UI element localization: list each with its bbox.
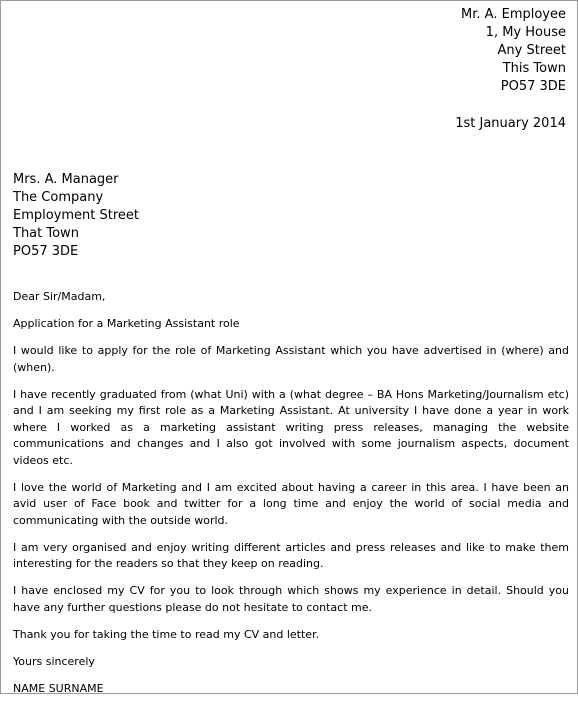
signature: NAME SURNAME [13,681,104,695]
sender-address [461,6,566,96]
recipient-address [13,171,139,261]
recipient-postcode: PO57 3DE [13,244,79,259]
sender-town: This Town [502,61,566,76]
sender-postcode: PO57 3DE [500,79,566,94]
body-paragraph: I would like to apply for the role of Marketing Assistant which you have advertised in (where) and (when). [13,344,569,374]
body-paragraph: I am very organised and enjoy writing different articles and press releases and like to make them interesting for the readers so that they keep on reading. [13,540,569,570]
sender-name: Mr. A. Employee [461,7,566,22]
body-paragraph: Thank you for taking the time to read my CV and letter. [13,627,320,641]
recipient-street: Employment Street [13,208,140,223]
subject-line: Application for a Marketing Assistant role [13,317,240,330]
body-paragraph: I love the world of Marketing and I am excited about having a career in this area. I have been an avid user of Face book and twitter for a long time and enjoy the world of social media and communicating with the outside world. [13,480,569,527]
recipient-company: The Company [13,190,104,205]
body-paragraph: I have enclosed my CV for you to look through which shows my experience in detail. Should you have any further questions please do not hesitate to contact me. [13,584,569,614]
sender-address-line2: Any Street [497,43,566,58]
closing: Yours sincerely [13,654,95,668]
body-paragraph: I have recently graduated from (what Uni) with a (what degree – BA Hons Marketing/Journalism etc) and I am seeking my first role as a Marketing Assistant. At university I have done a year in work where I worked as a marketing assistant writing press releases, managing the website communications and changes and I also got involved with some journalism aspects, document videos etc. [13,387,569,467]
letter-body [13,289,569,708]
recipient-name: Mrs. A. Manager [13,172,119,187]
sender-address-line1: 1, My House [485,25,566,40]
recipient-town: That Town [13,226,79,241]
salutation: Dear Sir/Madam, [13,290,106,303]
letter-date: 1st January 2014 [455,116,566,131]
